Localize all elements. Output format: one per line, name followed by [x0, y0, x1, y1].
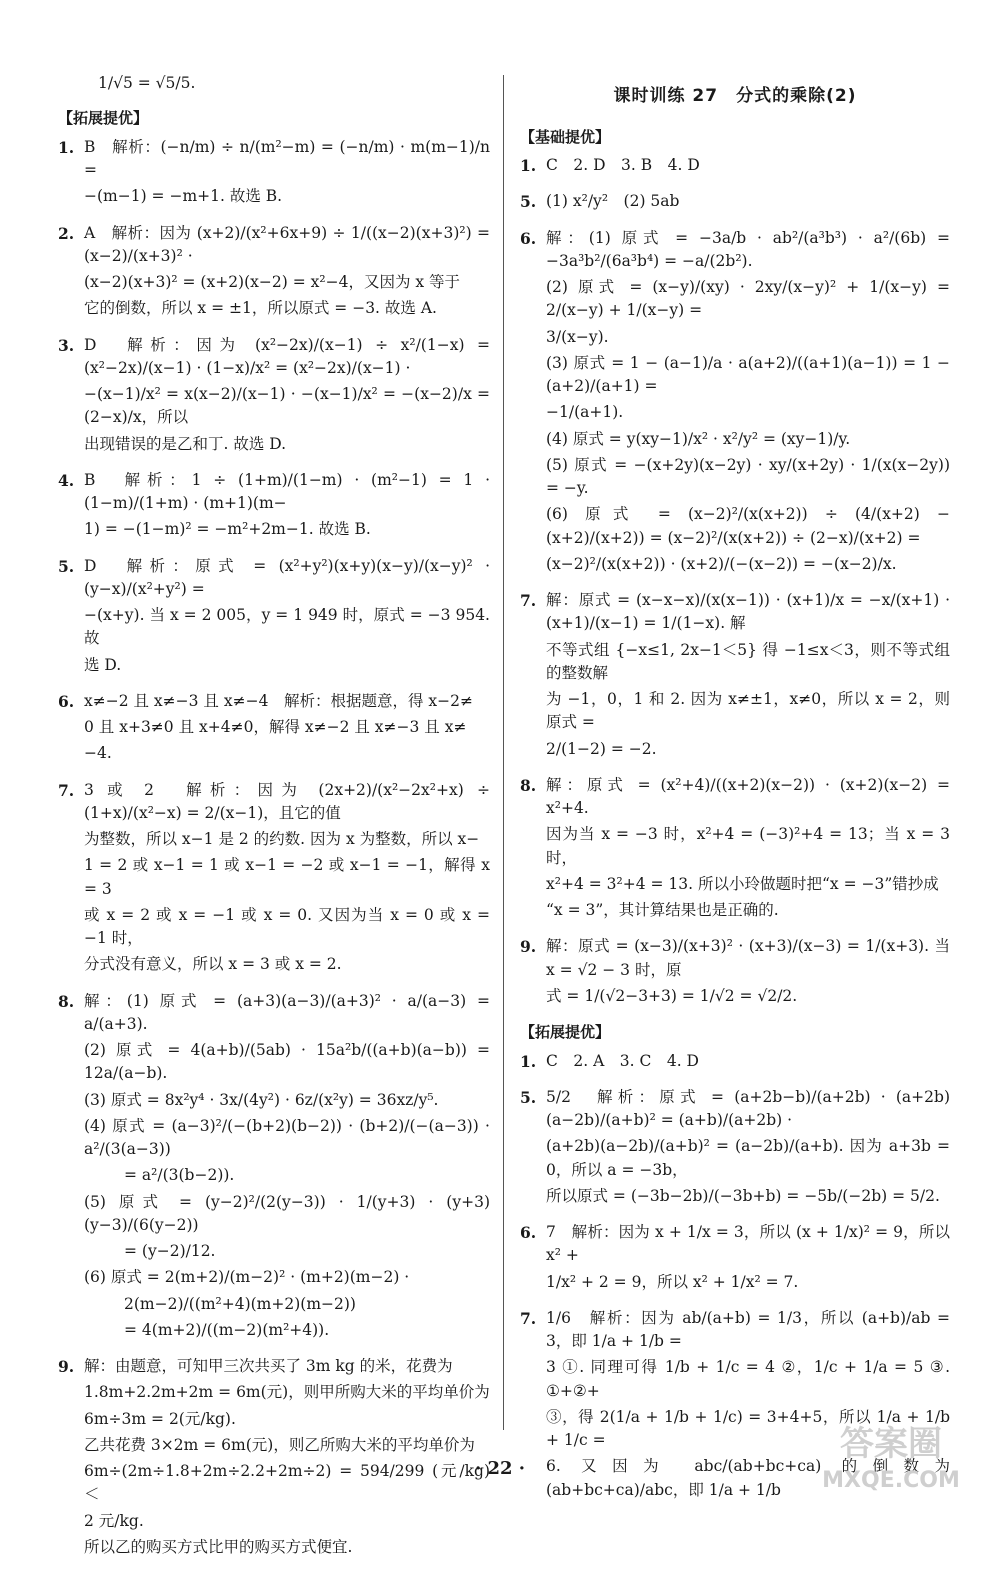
item-number: 4.	[58, 470, 75, 490]
item-line: (x−2)²/(x(x+2)) · (x+2)/(−(x−2)) = −(x−2)/x.	[546, 554, 897, 573]
item-number: 2.	[58, 223, 75, 243]
answer-item	[520, 154, 950, 180]
item-body	[546, 190, 950, 216]
answer-item	[520, 190, 950, 216]
watermark-text-url: MXQE.COM	[822, 1468, 960, 1493]
answer-item	[58, 222, 490, 324]
item-line: −1/(a+1).	[546, 403, 624, 422]
item-number: 7.	[520, 1308, 537, 1328]
answer-item	[58, 690, 490, 769]
answer-item	[520, 1221, 950, 1297]
answer-item	[58, 555, 490, 680]
item-line: ③，得 2(1/a + 1/b + 1/c) = 3+4+5，所以 1/a + 1/b + 1/c =	[546, 1407, 950, 1449]
item-line: 2(m−2)/((m²+4)(m+2)(m−2))	[124, 1294, 356, 1313]
item-line: 所以乙的购买方式比甲的购买方式便宜.	[84, 1537, 353, 1556]
item-line: 解：原式 = (x−3)/(x+3)² · (x+3)/(x−3) = 1/(x+3). 当 x = √2 − 3 时，原	[546, 937, 950, 979]
item-line: 2/(1−2) = −2.	[546, 739, 657, 758]
item-line: 3 ①. 同理可得 1/b + 1/c = 4 ②，1/c + 1/a = 5 ③. ①+②+	[546, 1358, 950, 1400]
item-number: 8.	[520, 775, 537, 795]
item-line: C 2. D 3. B 4. D	[546, 156, 700, 174]
item-line: (4) 原式 = y(xy−1)/x² · x²/y² = (xy−1)/y.	[546, 429, 851, 448]
item-line: (6) 原式 = (x−2)²/(x(x+2)) ÷ (4/(x+2) − (x+2)/(x+2)) = (x−2)²/(x(x+2)) ÷ (2−x)/(x+2) =	[546, 505, 950, 547]
basic-items	[520, 154, 950, 1011]
answer-item	[520, 774, 950, 926]
answer-item	[58, 334, 490, 459]
item-line: 1/6 解析：因为 ab/(a+b) = 1/3，所以 (a+b)/ab = 3，即 1/a + 1/b =	[546, 1308, 950, 1350]
item-line: (2) 原式 = (x−y)/(xy) · 2xy/(x−y)² + 1/(x−y) = 2/(x−y) + 1/(x−y) =	[546, 278, 950, 320]
item-line: (3) 原式 = 1 − (a−1)/a · a(a+2)/((a+1)(a−1)) = 1 − (a+2)/(a+1) =	[546, 353, 950, 395]
item-body	[546, 154, 950, 180]
answer-item	[520, 227, 950, 580]
item-number: 9.	[58, 1357, 75, 1376]
top-fraction-line: 1/√5 = √5/5.	[98, 74, 196, 92]
item-number: 6.	[58, 691, 75, 711]
item-line: 6. 又因为 abc/(ab+bc+ca) 的倒数为 (ab+bc+ca)/abc，即 1/a + 1/b	[546, 1457, 950, 1499]
item-line: 2 元/kg.	[84, 1511, 144, 1530]
item-number: 6.	[520, 1223, 537, 1242]
item-line: (6) 原式 = 2(m+2)/(m−2)² · (m+2)(m−2) ·	[84, 1268, 410, 1287]
item-line: = (y−2)/12.	[124, 1242, 216, 1260]
answer-item	[58, 990, 490, 1346]
answer-item	[520, 1086, 950, 1211]
item-number: 1.	[520, 1051, 537, 1071]
answer-item	[520, 589, 950, 764]
item-number: 1.	[520, 156, 537, 175]
item-line: x≠−2 且 x≠−3 且 x≠−4 解析：根据题意，得 x−2≠	[84, 691, 473, 710]
item-line: (5) 原式 = (y−2)²/(2(y−3)) · 1/(y+3) · (y+3)(y−3)/(6(y−2))	[84, 1192, 490, 1234]
item-number: 7.	[58, 780, 75, 800]
item-line: (x−2)(x+3)² = (x+2)(x−2) = x²−4，又因为 x 等于	[84, 273, 461, 291]
item-line: “x = 3”，其计算结果也是正确的.	[546, 901, 779, 919]
item-line: 分式没有意义，所以 x = 3 或 x = 2.	[84, 955, 342, 974]
item-body	[84, 334, 490, 459]
item-line: C 2. A 3. C 4. D	[546, 1051, 699, 1070]
section-title-basic: 【基础提优】	[520, 127, 611, 146]
item-line: B 解析：1 ÷ (1+m)/(1−m) · (m²−1) = 1 · (1−m)/(1+m) · (m+1)(m−	[84, 470, 490, 512]
item-line: 0 且 x+3≠0 且 x+4≠0，解得 x≠−2 且 x≠−3 且 x≠	[84, 718, 467, 736]
item-body	[84, 555, 490, 680]
item-body	[546, 774, 950, 926]
page-number: · 22 ·	[474, 1458, 526, 1479]
item-number: 9.	[520, 937, 537, 957]
item-line: = a²/(3(b−2)).	[124, 1166, 235, 1185]
answer-item	[520, 1050, 950, 1076]
item-number: 6.	[520, 228, 537, 248]
item-line: 3/(x−y).	[546, 327, 609, 346]
item-number: 5.	[520, 192, 537, 212]
item-line: −(x+y). 当 x = 2 005，y = 1 949 时，原式 = −3 954. 故	[84, 606, 490, 648]
item-line: 或 x = 2 或 x = −1 或 x = 0. 又因为当 x = 0 或 x = −1 时，	[84, 905, 490, 947]
item-body	[84, 779, 490, 980]
item-line: 1 = 2 或 x−1 = 1 或 x−1 = −2 或 x−1 = −1，解得 x = 3	[84, 856, 490, 898]
item-line: = 4(m+2)/((m−2)(m²+4)).	[124, 1320, 330, 1339]
item-line: 解：(1) 原式 = −3a/b · ab²/(a³b³) · a²/(6b) = −3a³b²/(6a³b⁴) = −a/(2b²).	[546, 228, 950, 270]
item-number: 7.	[520, 591, 537, 610]
item-body	[84, 990, 490, 1346]
item-line: x²+4 = 3²+4 = 13. 所以小玲做题时把“x = −3”错抄成	[546, 874, 939, 893]
item-line: 7 解析：因为 x + 1/x = 3，所以 (x + 1/x)² = 9，所以 x² +	[546, 1223, 950, 1265]
section-title-extension: 【拓展提优】	[58, 109, 149, 128]
item-line: 式 = 1/(√2−3+3) = 1/√2 = √2/2.	[546, 986, 798, 1005]
item-line: (1) x²/y² (2) 5ab	[546, 192, 680, 211]
lesson-title: 课时训练 27 分式的乘除(2)	[613, 86, 857, 106]
item-line: 解：原式 = (x²+4)/((x+2)(x−2)) · (x+2)(x−2) = x²+4.	[546, 775, 950, 817]
item-line: 选 D.	[84, 655, 122, 674]
item-line: 乙共花费 3×2m = 6m(元)，则乙所购大米的平均单价为	[84, 1435, 475, 1454]
item-line: 为 −1，0，1 和 2. 因为 x≠±1，x≠0，所以 x = 2，则原式 =	[546, 690, 950, 732]
item-line: 1/x² + 2 = 9，所以 x² + 1/x² = 7.	[546, 1272, 799, 1291]
section-title-extension-right: 【拓展提优】	[520, 1023, 611, 1041]
watermark-text-cn: 答案圈	[840, 1424, 942, 1464]
item-line: D 解析：原式 = (x²+y²)(x+y)(x−y)/(x−y)² · (y−x)/(x²+y²) =	[84, 556, 490, 598]
column-divider	[503, 75, 504, 1430]
item-body	[84, 469, 490, 545]
item-line: 所以原式 = (−3b−2b)/(−3b+b) = −5b/(−2b) = 5/2.	[546, 1186, 940, 1205]
item-line: (2) 原式 = 4(a+b)/(5ab) · 15a²b/((a+b)(a−b)) = 12a/(a−b).	[84, 1041, 490, 1083]
answer-item	[520, 935, 950, 1011]
item-line: D 解析：因为 (x²−2x)/(x−1) ÷ x²/(1−x) = (x²−2x)/(x−1) · (1−x)/x² = (x²−2x)/(x−1) ·	[84, 335, 490, 377]
item-line: 它的倒数，所以 x = ±1，所以原式 = −3. 故选 A.	[84, 299, 437, 318]
item-line: 解：由题意，可知甲三次共买了 3m kg 的米，花费为	[84, 1357, 453, 1375]
item-number: 1.	[58, 137, 75, 157]
answer-item	[58, 136, 490, 212]
item-line: 因为当 x = −3 时，x²+4 = (−3)²+4 = 13；当 x = 3 时，	[546, 825, 950, 867]
left-column	[58, 62, 490, 1572]
item-line: 3 或 2 解析：因为 (2x+2)/(x²−2x²+x) ÷ (1+x)/(x²−x) = 2/(x−1)，且它的值	[84, 780, 490, 822]
item-line: −(x−1)/x² = x(x−2)/(x−1) · −(x−1)/x² = −(x−2)/x = (2−x)/x，所以	[84, 385, 490, 427]
answer-item	[58, 469, 490, 545]
item-line: 1.8m+2.2m+2m = 6m(元)，则甲所购大米的平均单价为	[84, 1383, 490, 1402]
item-line: (a+2b)(a−2b)/(a+b)² = (a−2b)/(a+b). 因为 a+3b = 0，所以 a = −3b，	[546, 1137, 950, 1179]
item-line: A 解析：因为 (x+2)/(x²+6x+9) ÷ 1/((x−2)(x+3)²) = (x−2)/(x+3)² ·	[84, 223, 490, 265]
item-line: 5/2 解析：原式 = (a+2b−b)/(a+2b) · (a+2b)(a−2b)/(a+b)² = (a+b)/(a+2b) ·	[546, 1087, 950, 1129]
item-line: 不等式组 {−x≤1, 2x−1＜5} 得 −1≤x＜3，则不等式组的整数解	[546, 640, 950, 682]
item-line: 6m÷3m = 2(元/kg).	[84, 1409, 236, 1428]
item-line: B 解析：(−n/m) ÷ n/(m²−m) = (−n/m) · m(m−1)/n =	[84, 137, 490, 179]
item-line: 6m÷(2m÷1.8+2m÷2.2+2m÷2) = 594/299 (元/kg)＜	[84, 1462, 490, 1504]
item-line: 1) = −(1−m)² = −m²+2m−1. 故选 B.	[84, 520, 371, 539]
item-number: 8.	[58, 991, 75, 1011]
left-items	[58, 136, 490, 980]
item-body	[546, 589, 950, 764]
item-line: 为整数，所以 x−1 是 2 的约数. 因为 x 为整数，所以 x−	[84, 830, 480, 848]
item-line: −4.	[84, 744, 112, 763]
item-body	[84, 136, 490, 212]
item-line: 解：原式 = (x−x−x)/(x(x−1)) · (x+1)/x = −x/(x+1) · (x+1)/(x−1) = 1/(1−x). 解	[546, 591, 950, 633]
item-body	[546, 227, 950, 580]
item-line: 出现错误的是乙和丁. 故选 D.	[84, 434, 287, 453]
item-body	[546, 935, 950, 1011]
answer-item	[58, 779, 490, 980]
item-line: 解：(1) 原式 = (a+3)(a−3)/(a+3)² · a/(a−3) = a/(a+3).	[84, 991, 490, 1033]
right-column	[520, 62, 950, 1515]
watermark-logo	[796, 1417, 986, 1497]
item-line: (5) 原式 = −(x+2y)(x−2y) · xy/(x+2y) · 1/(x(x−2y)) = −y.	[546, 455, 950, 497]
item-number: 3.	[58, 335, 75, 355]
item-body	[546, 1050, 950, 1076]
item-number: 5.	[58, 556, 75, 576]
item-body	[546, 1086, 950, 1211]
item-body	[84, 690, 490, 769]
item-line: −(m−1) = −m+1. 故选 B.	[84, 187, 283, 206]
item-body	[546, 1221, 950, 1297]
item-line: (3) 原式 = 8x²y⁴ · 3x/(4y²) · 6z/(x²y) = 36xz/y⁵.	[84, 1090, 439, 1109]
item-body	[84, 222, 490, 324]
item-number: 5.	[520, 1087, 537, 1107]
item-line: (4) 原式 = (a−3)²/(−(b+2)(b−2)) · (b+2)/(−(a−3)) · a²/(3(a−3))	[84, 1116, 490, 1158]
